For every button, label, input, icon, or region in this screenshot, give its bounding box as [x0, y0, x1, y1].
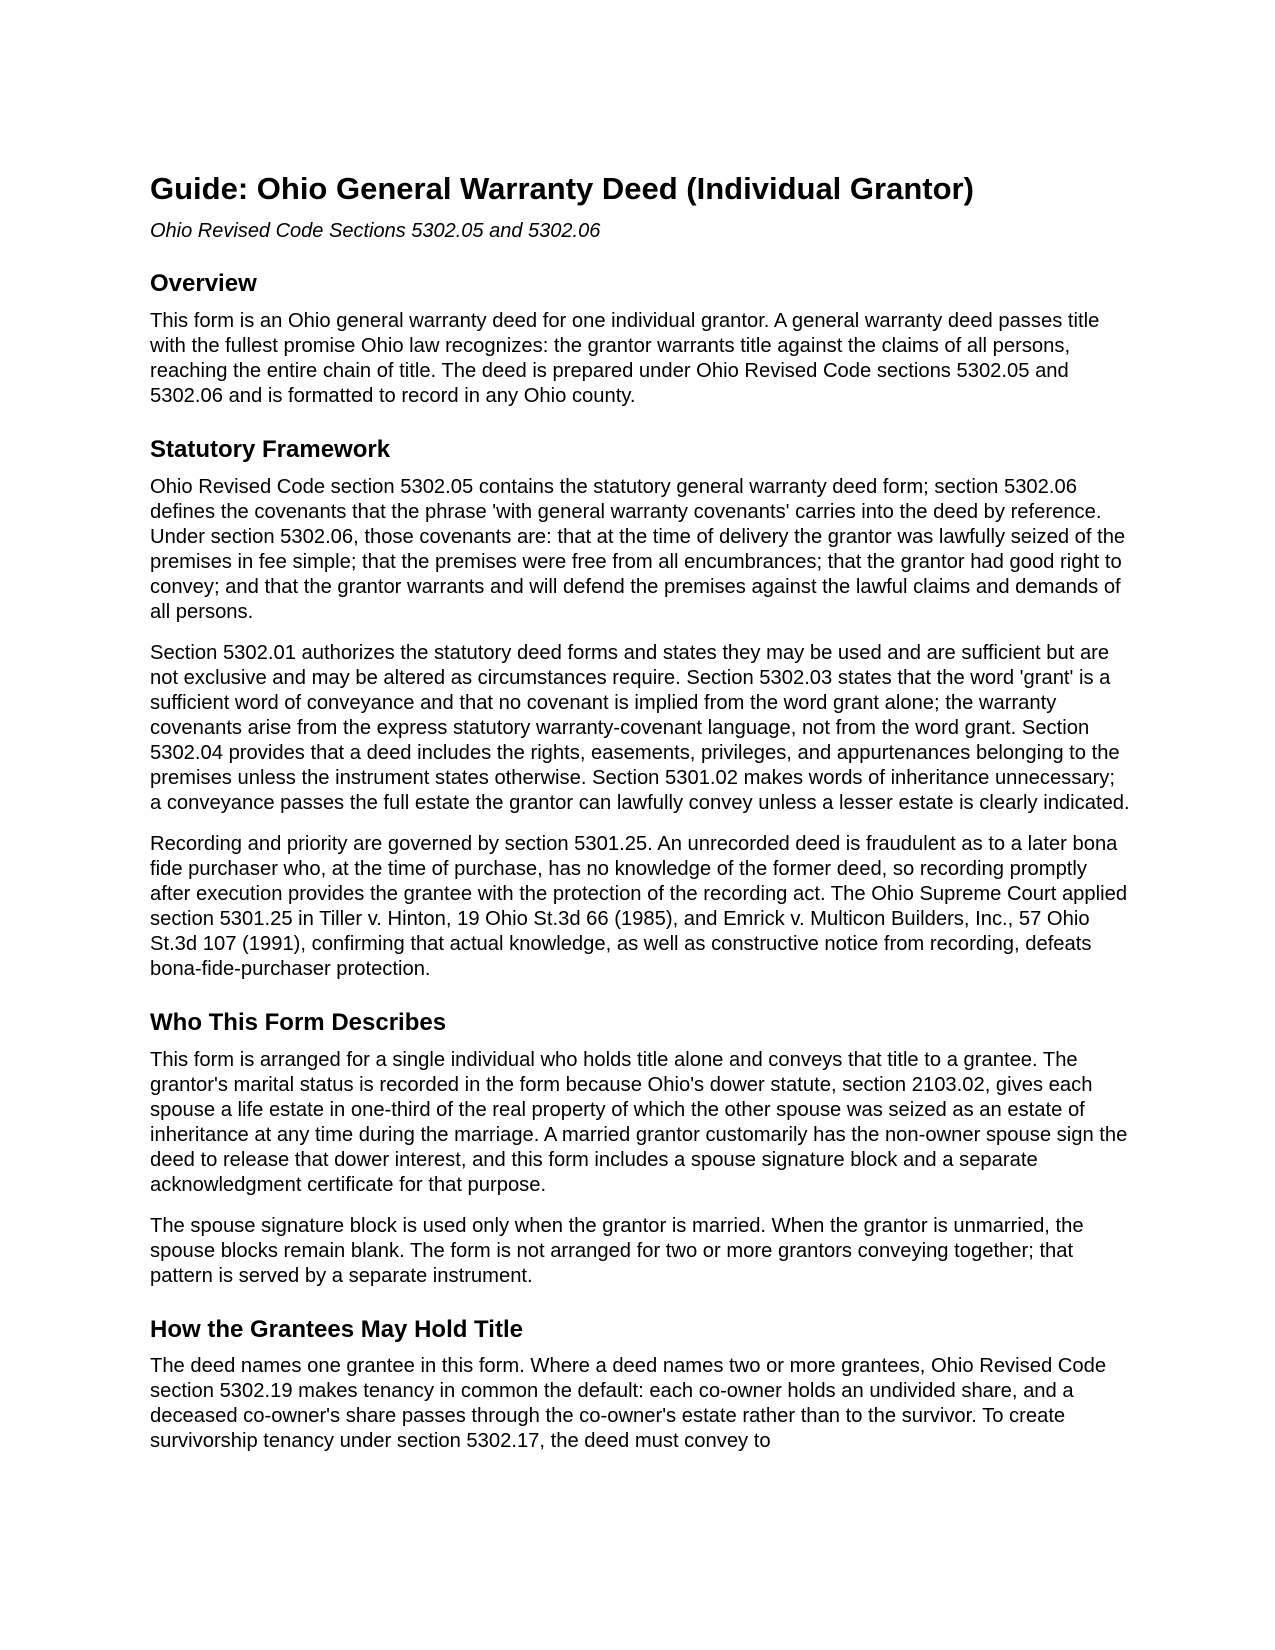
section-heading-statutory-framework: Statutory Framework — [150, 435, 391, 463]
section-heading-how-grantees-hold-title: How the Grantees May Hold Title — [150, 1315, 523, 1343]
paragraph: Ohio Revised Code section 5302.05 contains the statutory general warranty deed form; section 5302.06 defines the covenants that the phrase 'with general warranty covenants' carries into the deed by reference. Under section 5302.06, those covenants are: that at the time of delivery the grantor was lawfully seized of the premises in fee simple; that the premises were free from all encumbrances; that the grantor had good right to convey; and that the grantor warrants and will defend the premises against the lawful claims and demands of all persons. — [150, 475, 1126, 623]
paragraph: The spouse signature block is used only when the grantor is married. When the grantor is unmarried, the spouse blocks remain blank. The form is not arranged for two or more grantors conveying together; that pattern is served by a separate instrument. — [150, 1214, 1084, 1287]
paragraph: This form is an Ohio general warranty deed for one individual grantor. A general warranty deed passes title with the fullest promise Ohio law recognizes: the grantor warrants title against the claims of all persons, reaching the entire chain of title. The deed is prepared under Ohio Revised Code sections 5302.05 and 5302.06 and is formatted to record in any Ohio county. — [150, 309, 1100, 407]
document-page — [150, 170, 1130, 1454]
document-title: Guide: Ohio General Warranty Deed (Individual Grantor) — [150, 171, 974, 206]
paragraph: This form is arranged for a single individual who holds title alone and conveys that title to a grantee. The grantor's marital status is recorded in the form because Ohio's dower statute, section 2103.02, gives each spouse a life estate in one-third of the real property of which the other spouse was seized as an estate of inheritance at any time during the marriage. A married grantor customarily has the non-owner spouse sign the deed to release that dower interest, and this form includes a spouse signature block and a separate acknowledgment certificate for that purpose. — [150, 1048, 1128, 1196]
section-heading-who-this-form-describes: Who This Form Describes — [150, 1008, 447, 1036]
paragraph: Recording and priority are governed by section 5301.25. An unrecorded deed is fraudulent as to a later bona fide purchaser who, at the time of purchase, has no knowledge of the former deed, so recording promptly after execution provides the grantee with the protection of the recording act. The Ohio Supreme Court applied section 5301.25 in Tiller v. Hinton, 19 Ohio St.3d 66 (1985), and Emrick v. Multicon Builders, Inc., 57 Ohio St.3d 107 (1991), confirming that actual knowledge, as well as constructive notice from recording, defeats bona-fide-purchaser protection. — [150, 832, 1128, 980]
section-heading-overview: Overview — [150, 270, 257, 298]
paragraph: The deed names one grantee in this form. Where a deed names two or more grantees, Ohio Revised Code section 5302.19 makes tenancy in common the default: each co-owner holds an undivided share, and a deceased co-owner's share passes through the co-owner's estate rather than to the survivor. To create survivorship tenancy under section 5302.17, the deed must convey to — [150, 1355, 1107, 1453]
paragraph: Section 5302.01 authorizes the statutory deed forms and states they may be used and are sufficient but are not exclusive and may be altered as circumstances require. Section 5302.03 states that the word 'grant' is a sufficient word of conveyance and that no covenant is implied from the word grant alone; the warranty covenants arise from the express statutory warranty-covenant language, not from the word grant. Section 5302.04 provides that a deed includes the rights, easements, privileges, and appurtenances belonging to the premises unless the instrument states otherwise. Section 5301.02 makes words of inheritance unnecessary; a conveyance passes the full estate the grantor can lawfully convey unless a lesser estate is clearly indicated. — [150, 641, 1130, 814]
document-subtitle: Ohio Revised Code Sections 5302.05 and 5302.06 — [150, 220, 601, 243]
